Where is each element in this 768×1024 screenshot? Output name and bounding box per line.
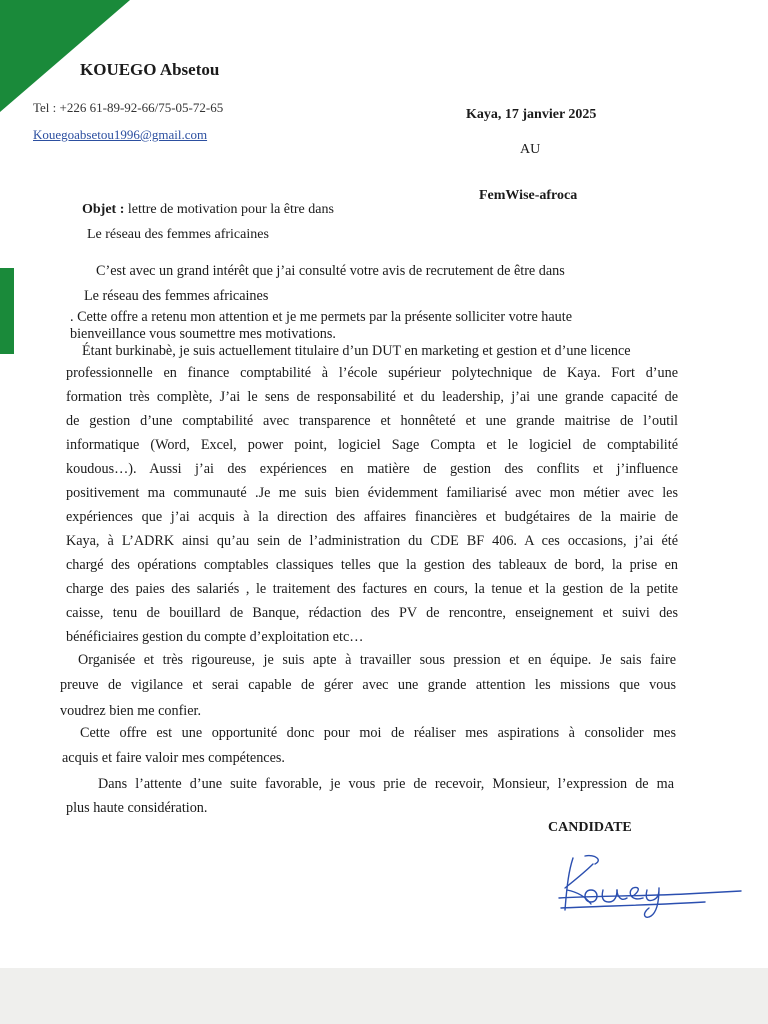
body-line: chargé des opérations comptables classiques telles que la gestion des tableaux de bord, la prise en [66, 557, 678, 573]
body-line: Kaya, à L’ADRK ainsi qu’au sein de l’administration du CDE BF 406. A ces occasions, j’ai été [66, 533, 678, 549]
subject-text: lettre de motivation pour la être dans [127, 202, 334, 217]
body-line: de gestion d’une comptabilité avec transparence et honnêteté et une grande maitrise de l’outil [66, 413, 678, 429]
sender-phone: Tel : +226 61-89-92-66/75-05-72-65 [33, 100, 224, 115]
body-line: caisse, tenu de bouillard de Banque, rédaction des PV de rencontre, enseignement et suivi des [66, 605, 678, 621]
sender-name: KOUEGO Absetou [80, 60, 220, 79]
subject-line [82, 202, 334, 218]
body-line: formation très complète, J’ai le sens de responsabilité et du leadership, j’ai une grande capacité de [66, 389, 678, 405]
subject-line-2: Le réseau des femmes africaines [87, 227, 269, 242]
date-place: Kaya, 17 janvier 2025 [466, 107, 597, 122]
body-line: plus haute considération. [66, 800, 208, 816]
body-line: Cette offre est une opportunité donc pour moi de réaliser mes aspirations à consolider mes [80, 725, 676, 741]
recipient-name: FemWise-afroca [479, 188, 578, 203]
green-side-stripe [0, 268, 14, 354]
scan-margin [0, 968, 768, 1024]
body-line: Organisée et très rigoureuse, je suis apte à travailler sous pression et en équipe. Je sais faire [78, 652, 676, 668]
body-line: charge des paies des salariés , le traitement des factures en cours, la tenue et la gestion de la petite [66, 581, 678, 597]
addressee-prefix: AU [520, 142, 541, 157]
body-line: C’est avec un grand intérêt que j’ai consulté votre avis de recrutement de être dans [96, 263, 565, 279]
body-line: voudrez bien me confier. [60, 703, 202, 719]
body-line: Le réseau des femmes africaines [84, 288, 269, 304]
green-corner-decoration [0, 0, 130, 112]
handwritten-signature [555, 850, 745, 925]
body-line: informatique (Word, Excel, power point, logiciel Sage Compta et le logiciel de comptabilité [66, 437, 678, 453]
body-line: preuve de vigilance et serai capable de gérer avec une grande attention les missions que vous [60, 677, 676, 693]
body-line: bienveillance vous soumettre mes motivations. [70, 326, 336, 342]
closing-label: CANDIDATE [548, 820, 632, 835]
body-line: koudous…). Aussi j’ai des expériences en matière de gestion des conflits et j’influence [66, 461, 678, 477]
body-line: bénéficiaires gestion du compte d’exploitation etc… [66, 629, 364, 645]
body-line: positivement ma communauté .Je me suis bien évidemment familiarisé avec mon métier avec les [66, 485, 678, 501]
body-line: professionnelle en finance comptabilité à l’école supérieur polytechnique de Kaya. Fort d’une [66, 365, 678, 381]
body-line: Dans l’attente d’une suite favorable, je vous prie de recevoir, Monsieur, l’expression de ma [98, 776, 674, 792]
subject-label: Objet : [82, 202, 125, 217]
body-line: . Cette offre a retenu mon attention et je me permets par la présente solliciter votre haute [70, 309, 573, 325]
body-line: Étant burkinabè, je suis actuellement titulaire d’un DUT en marketing et gestion et d’une licence [82, 343, 631, 359]
sender-email-link[interactable]: Kouegoabsetou1996@gmail.com [33, 127, 208, 142]
body-line: acquis et faire valoir mes compétences. [62, 750, 285, 766]
body-line: expériences que j’ai acquis à la direction des affaires financières et budgétaires de la mairie de [66, 509, 678, 525]
